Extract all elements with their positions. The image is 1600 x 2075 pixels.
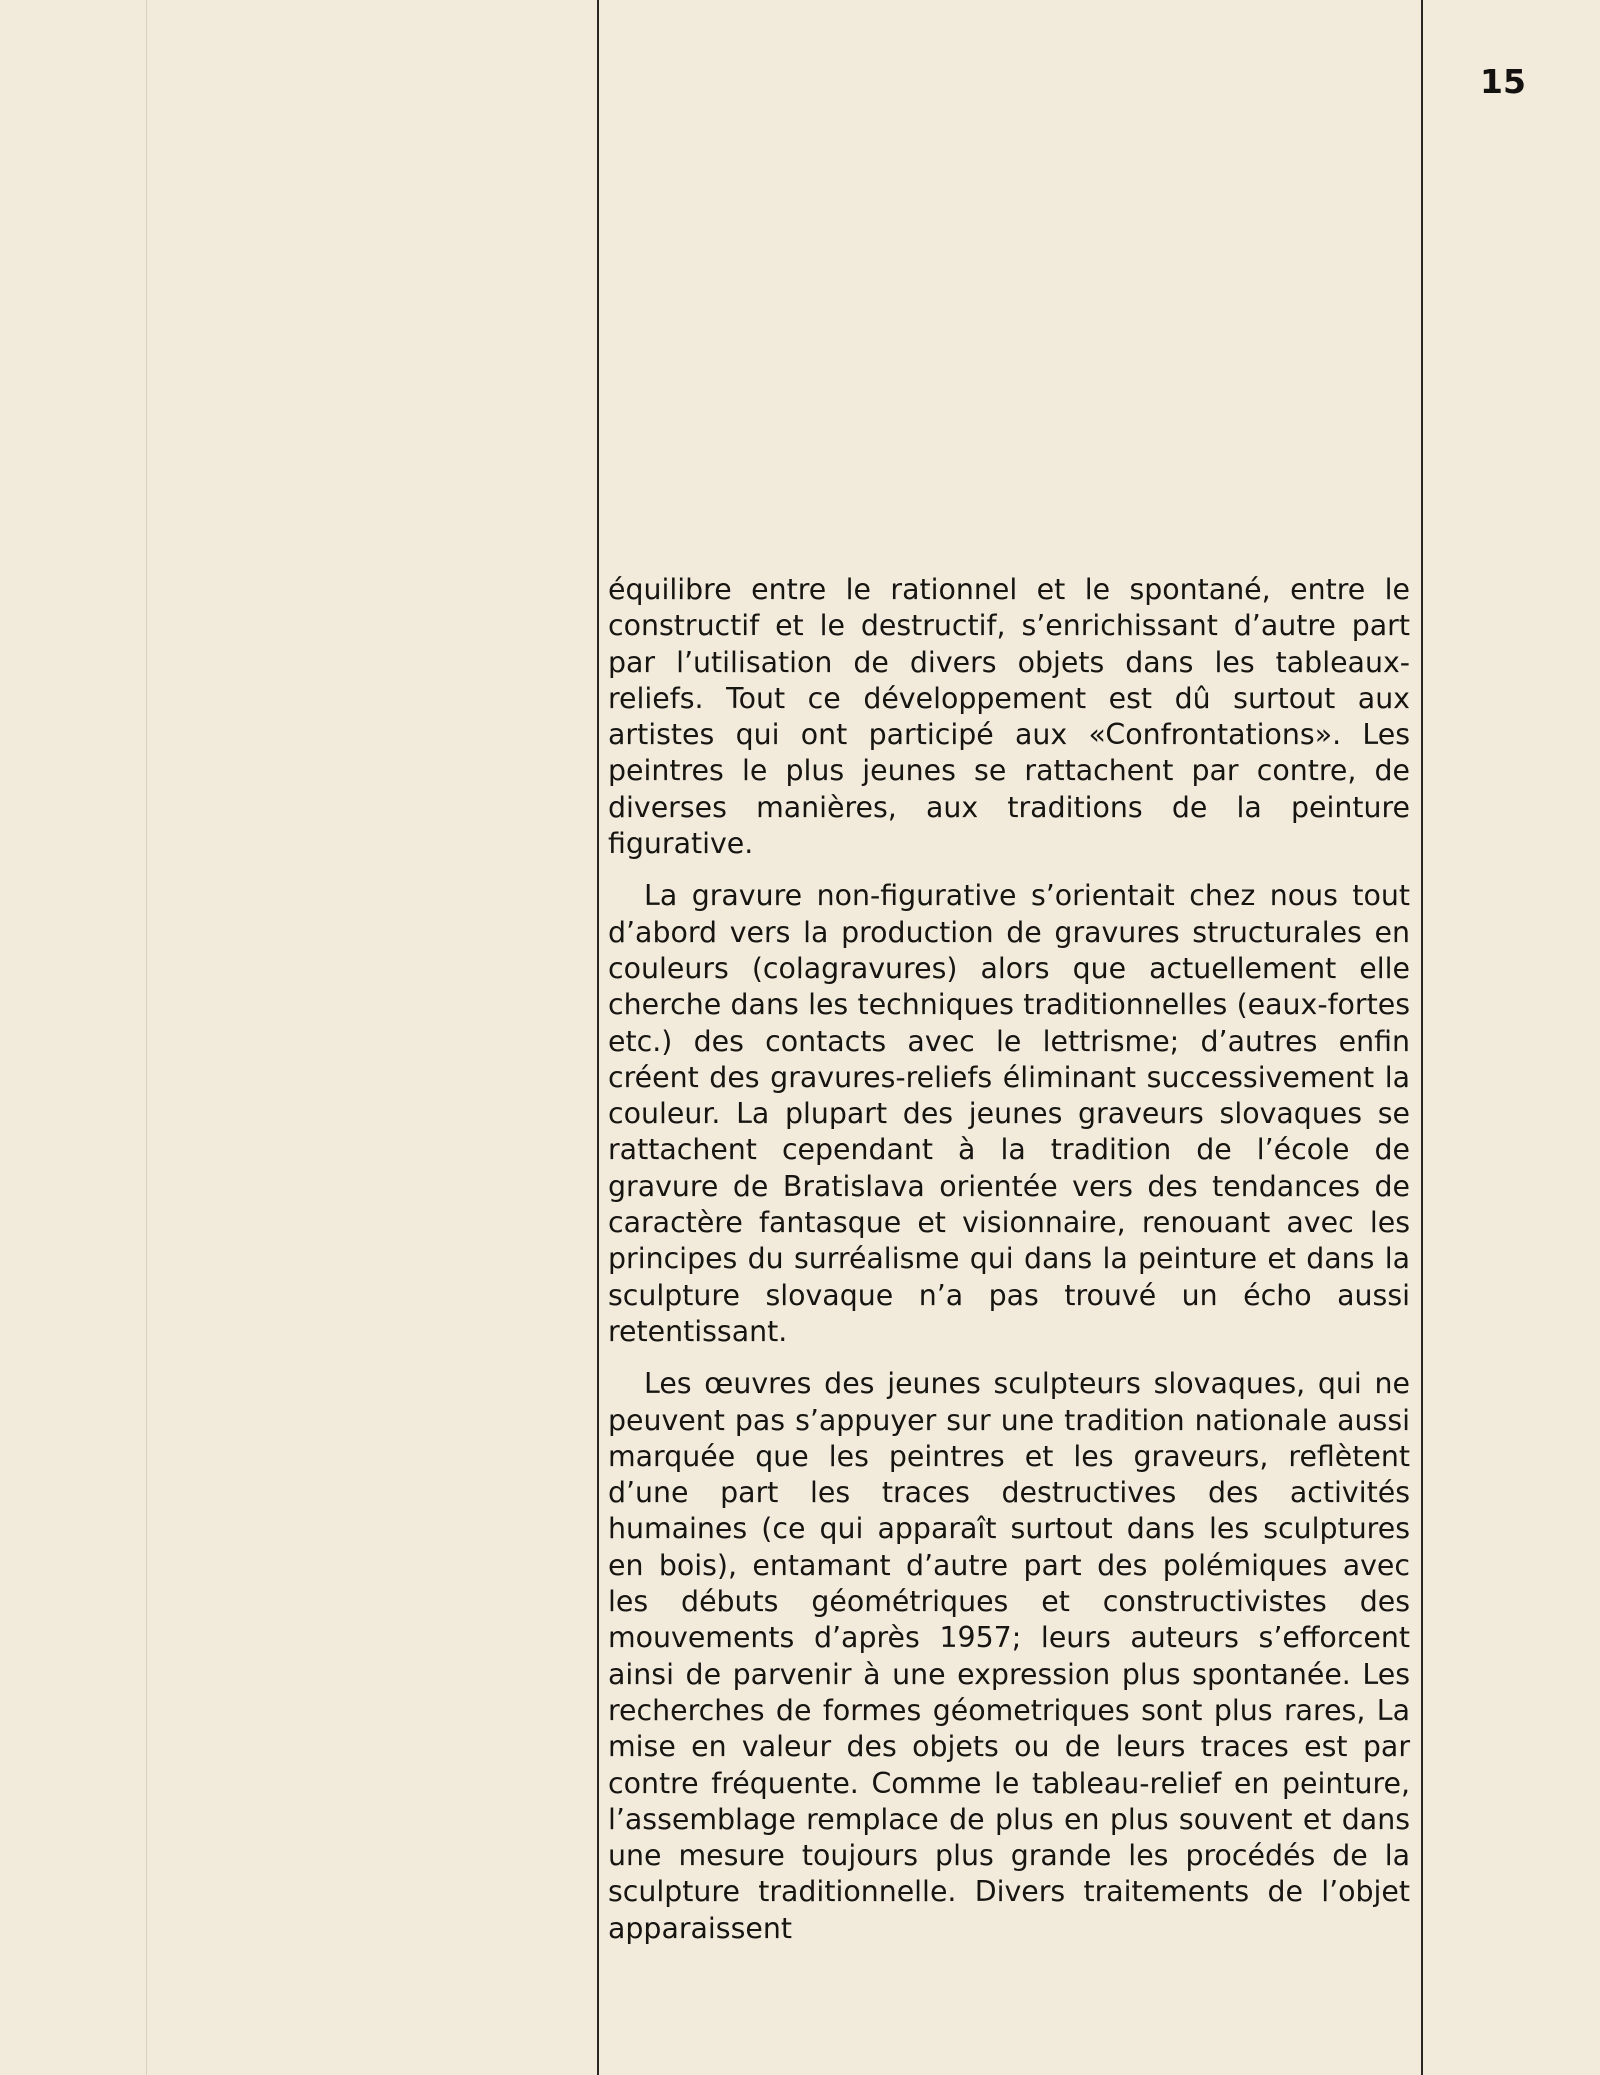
page-number: 15 xyxy=(1480,62,1526,101)
paragraph-2: La gravure non-figurative s’orientait chez nous tout d’abord vers la production de gravures structurales en couleurs (colagravures) alors que actuellement elle cherche dans les techniques traditionnelles (eaux-fortes etc.) des contacts avec le lettrisme; d’autres enfin créent des gravures-reliefs éliminant successivement la couleur. La plupart des jeunes graveurs slovaques se rattachent cependant à la tradition de l’école de gravure de Bratislava orientée vers des tendances de caractère fantasque et visionnaire, renouant avec les principes du surréalisme qui dans la peinture et dans la sculpture slovaque n’a pas trouvé un écho aussi retentissant. xyxy=(608,879,1410,1348)
paragraph-3: Les œuvres des jeunes sculpteurs slovaques, qui ne peuvent pas s’appuyer sur une tradition nationale aussi marquée que les peintres et les graveurs, reflètent d’une part les traces destructives des activités humaines (ce qui apparaît surtout dans les sculptures en bois), entamant d’autre part des polémiques avec les débuts géométriques et constructivistes des mouvements d’après 1957; leurs auteurs s’efforcent ainsi de parvenir à une expression plus spontanée. Les recherches de formes géometriques sont plus rares, La mise en valeur des objets ou de leurs traces est par contre fréquente. Comme le tableau-relief en peinture, l’assemblage remplace de plus en plus souvent et dans une mesure toujours plus grande les procédés de la sculpture traditionnelle. Divers traitements de l’objet apparaissent xyxy=(608,1367,1410,1945)
column-rule-right xyxy=(1421,0,1423,2075)
article-column xyxy=(608,572,1410,1963)
paragraph-1: équilibre entre le rationnel et le spontané, entre le constructif et le destructif, s’enrichissant d’autre part par l’utilisation de divers objets dans les tableaux-reliefs. Tout ce développement est dû surtout aux artistes qui ont participé aux «Confrontations». Les peintres le plus jeunes se rattachent par contre, de diverses manières, aux traditions de la peinture figurative. xyxy=(608,573,1410,861)
column-rule-center xyxy=(597,0,599,2075)
column-rule-left xyxy=(146,0,147,2075)
